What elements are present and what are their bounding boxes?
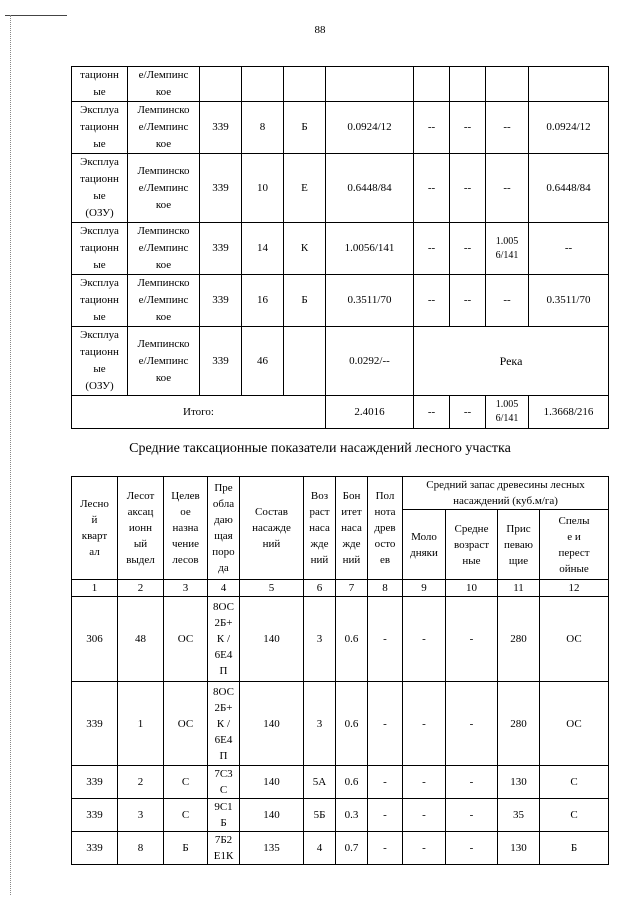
total-value: 1.005 6/141 [486, 396, 529, 429]
age-cell: 4 [304, 832, 336, 865]
value-cell: -- [450, 275, 486, 327]
value-cell: -- [414, 102, 450, 154]
header-mature: Спелы е и перест ойные [540, 510, 609, 580]
mature-cell: Б [540, 832, 609, 865]
area-cell: 0.3511/70 [326, 275, 414, 327]
value-cell: -- [529, 223, 609, 275]
dominant-cell: 7С3 С [208, 766, 240, 799]
column-number: 11 [498, 580, 540, 597]
ripening-cell: 35 [498, 799, 540, 832]
header-purpose: Целев ое назна чение лесов [164, 477, 208, 580]
age-cell: 5Б [304, 799, 336, 832]
ripening-cell: 130 [498, 766, 540, 799]
header-quarter: Лесно й кварт ал [72, 477, 118, 580]
column-number-row [72, 580, 609, 597]
bonitet-cell: 0.6 [336, 682, 368, 766]
table-row [72, 799, 609, 832]
forestry-cell: е/Лемпинс кое [128, 67, 200, 102]
composition-cell: 140 [240, 799, 304, 832]
purpose-cell: ОС [164, 682, 208, 766]
value-cell: 0.6448/84 [529, 154, 609, 223]
column-number: 10 [446, 580, 498, 597]
total-value: -- [450, 396, 486, 429]
purpose-cell: Эксплуа тационн ые [72, 102, 128, 154]
mature-cell: С [540, 799, 609, 832]
value-cell: 0.3511/70 [529, 275, 609, 327]
composition-cell: 135 [240, 832, 304, 865]
header-stock-group: Средний запас древесины лесных насаждений (куб.м/га) [403, 477, 609, 510]
plot-cell: 48 [118, 597, 164, 682]
middle-cell: - [446, 597, 498, 682]
dominant-cell: 7Б2 Е1К [208, 832, 240, 865]
plot-cell: 10 [242, 154, 284, 223]
purpose-cell: Эксплуа тационн ые [72, 275, 128, 327]
category-cell: Е [284, 154, 326, 223]
plot-cell: 1 [118, 682, 164, 766]
plot-cell: 3 [118, 799, 164, 832]
area-cell: 0.0924/12 [326, 102, 414, 154]
young-cell: - [403, 766, 446, 799]
table-row [72, 154, 609, 223]
forest-stand-table [71, 476, 609, 865]
value-cell [414, 67, 450, 102]
header-age: Воз раст наса жде ний [304, 477, 336, 580]
quarter-cell: 339 [72, 682, 118, 766]
total-value: -- [414, 396, 450, 429]
quarter-cell: 339 [72, 766, 118, 799]
density-cell: - [368, 682, 403, 766]
purpose-cell: тационн ые [72, 67, 128, 102]
composition-cell: 140 [240, 682, 304, 766]
column-number: 2 [118, 580, 164, 597]
age-cell: 3 [304, 597, 336, 682]
category-cell [284, 327, 326, 396]
mature-cell: ОС [540, 597, 609, 682]
category-cell: Б [284, 102, 326, 154]
column-number: 6 [304, 580, 336, 597]
header-young: Моло дняки [403, 510, 446, 580]
forestry-cell: Лемпинско е/Лемпинс кое [128, 275, 200, 327]
middle-cell: - [446, 682, 498, 766]
plot-cell: 46 [242, 327, 284, 396]
value-cell: 0.0924/12 [529, 102, 609, 154]
value-cell: -- [414, 154, 450, 223]
value-cell: -- [486, 275, 529, 327]
column-number: 3 [164, 580, 208, 597]
young-cell: - [403, 597, 446, 682]
quarter-cell: 306 [72, 597, 118, 682]
section-title: Средние таксационные показатели насаждений лесного участка [129, 441, 511, 456]
density-cell: - [368, 766, 403, 799]
area-cell [326, 67, 414, 102]
purpose-cell: Эксплуа тационн ые (ОЗУ) [72, 327, 128, 396]
category-cell: К [284, 223, 326, 275]
table-row [72, 832, 609, 865]
middle-cell: - [446, 832, 498, 865]
value-cell: 1.005 6/141 [486, 223, 529, 275]
density-cell: - [368, 597, 403, 682]
density-cell: - [368, 799, 403, 832]
purpose-cell: Эксплуа тационн ые [72, 223, 128, 275]
quarter-cell: 339 [200, 154, 242, 223]
plot-cell: 8 [242, 102, 284, 154]
quarter-cell: 339 [200, 223, 242, 275]
quarter-cell [200, 67, 242, 102]
middle-cell: - [446, 799, 498, 832]
forestry-cell: Лемпинско е/Лемпинс кое [128, 223, 200, 275]
column-number: 8 [368, 580, 403, 597]
header-ripening: Прис певаю щие [498, 510, 540, 580]
value-cell: -- [450, 154, 486, 223]
column-number: 5 [240, 580, 304, 597]
ripening-cell: 130 [498, 832, 540, 865]
age-cell: 3 [304, 682, 336, 766]
column-number: 12 [540, 580, 609, 597]
column-number: 1 [72, 580, 118, 597]
table-row [72, 766, 609, 799]
bonitet-cell: 0.6 [336, 597, 368, 682]
total-label: Итого: [72, 396, 326, 429]
plot-cell [242, 67, 284, 102]
category-cell: Б [284, 275, 326, 327]
column-number: 4 [208, 580, 240, 597]
value-cell: -- [486, 154, 529, 223]
column-number: 7 [336, 580, 368, 597]
density-cell: - [368, 832, 403, 865]
value-cell [486, 67, 529, 102]
quarter-cell: 339 [200, 102, 242, 154]
ripening-cell: 280 [498, 682, 540, 766]
table-row [72, 327, 609, 396]
dominant-cell: 8ОС 2Б+ К / 6Е4 П [208, 597, 240, 682]
young-cell: - [403, 682, 446, 766]
quarter-cell: 339 [72, 799, 118, 832]
table-row [72, 597, 609, 682]
table-row [72, 102, 609, 154]
forest-stand-table-body [72, 597, 609, 865]
area-cell: 1.0056/141 [326, 223, 414, 275]
page-number: 88 [314, 24, 326, 36]
purpose-cell: Эксплуа тационн ые (ОЗУ) [72, 154, 128, 223]
value-cell [450, 67, 486, 102]
bonitet-cell: 0.7 [336, 832, 368, 865]
value-cell: -- [486, 102, 529, 154]
header-middle-aged: Средне возраст ные [446, 510, 498, 580]
middle-cell: - [446, 766, 498, 799]
area-cell: 0.6448/84 [326, 154, 414, 223]
young-cell: - [403, 832, 446, 865]
quarter-cell: 339 [72, 832, 118, 865]
land-plot-table [71, 66, 609, 429]
purpose-cell: С [164, 799, 208, 832]
composition-cell: 140 [240, 766, 304, 799]
forestry-cell: Лемпинско е/Лемпинс кое [128, 102, 200, 154]
table-row [72, 223, 609, 275]
corner-rule [5, 15, 67, 16]
dominant-cell: 9С1 Б [208, 799, 240, 832]
composition-cell: 140 [240, 597, 304, 682]
header-bonitet: Бон итет наса жде ний [336, 477, 368, 580]
forestry-cell: Лемпинско е/Лемпинс кое [128, 327, 200, 396]
header-dominant-species: Пре обла даю щая поро да [208, 477, 240, 580]
table-row [72, 682, 609, 766]
dominant-cell: 8ОС 2Б+ К / 6Е4 П [208, 682, 240, 766]
forestry-cell: Лемпинско е/Лемпинс кое [128, 154, 200, 223]
plot-cell: 8 [118, 832, 164, 865]
ripening-cell: 280 [498, 597, 540, 682]
value-cell: -- [414, 275, 450, 327]
land-plot-table-body [72, 67, 609, 429]
mature-cell: ОС [540, 682, 609, 766]
value-cell: -- [450, 223, 486, 275]
plot-cell: 14 [242, 223, 284, 275]
bonitet-cell: 0.3 [336, 799, 368, 832]
header-plot: Лесот аксац ионн ый выдел [118, 477, 164, 580]
age-cell: 5А [304, 766, 336, 799]
column-number: 9 [403, 580, 446, 597]
table-row [72, 67, 609, 102]
area-cell: 0.0292/-- [326, 327, 414, 396]
plot-cell: 16 [242, 275, 284, 327]
quarter-cell: 339 [200, 275, 242, 327]
purpose-cell: Б [164, 832, 208, 865]
quarter-cell: 339 [200, 327, 242, 396]
value-cell: -- [450, 102, 486, 154]
total-value: 1.3668/216 [529, 396, 609, 429]
river-cell: Река [414, 327, 609, 396]
total-row [72, 396, 609, 429]
header-composition: Состав насажде ний [240, 477, 304, 580]
young-cell: - [403, 799, 446, 832]
plot-cell: 2 [118, 766, 164, 799]
purpose-cell: С [164, 766, 208, 799]
value-cell: -- [414, 223, 450, 275]
table-row [72, 275, 609, 327]
total-area: 2.4016 [326, 396, 414, 429]
bonitet-cell: 0.6 [336, 766, 368, 799]
header-density: Пол нота древ осто ев [368, 477, 403, 580]
purpose-cell: ОС [164, 597, 208, 682]
mature-cell: С [540, 766, 609, 799]
category-cell [284, 67, 326, 102]
value-cell [529, 67, 609, 102]
